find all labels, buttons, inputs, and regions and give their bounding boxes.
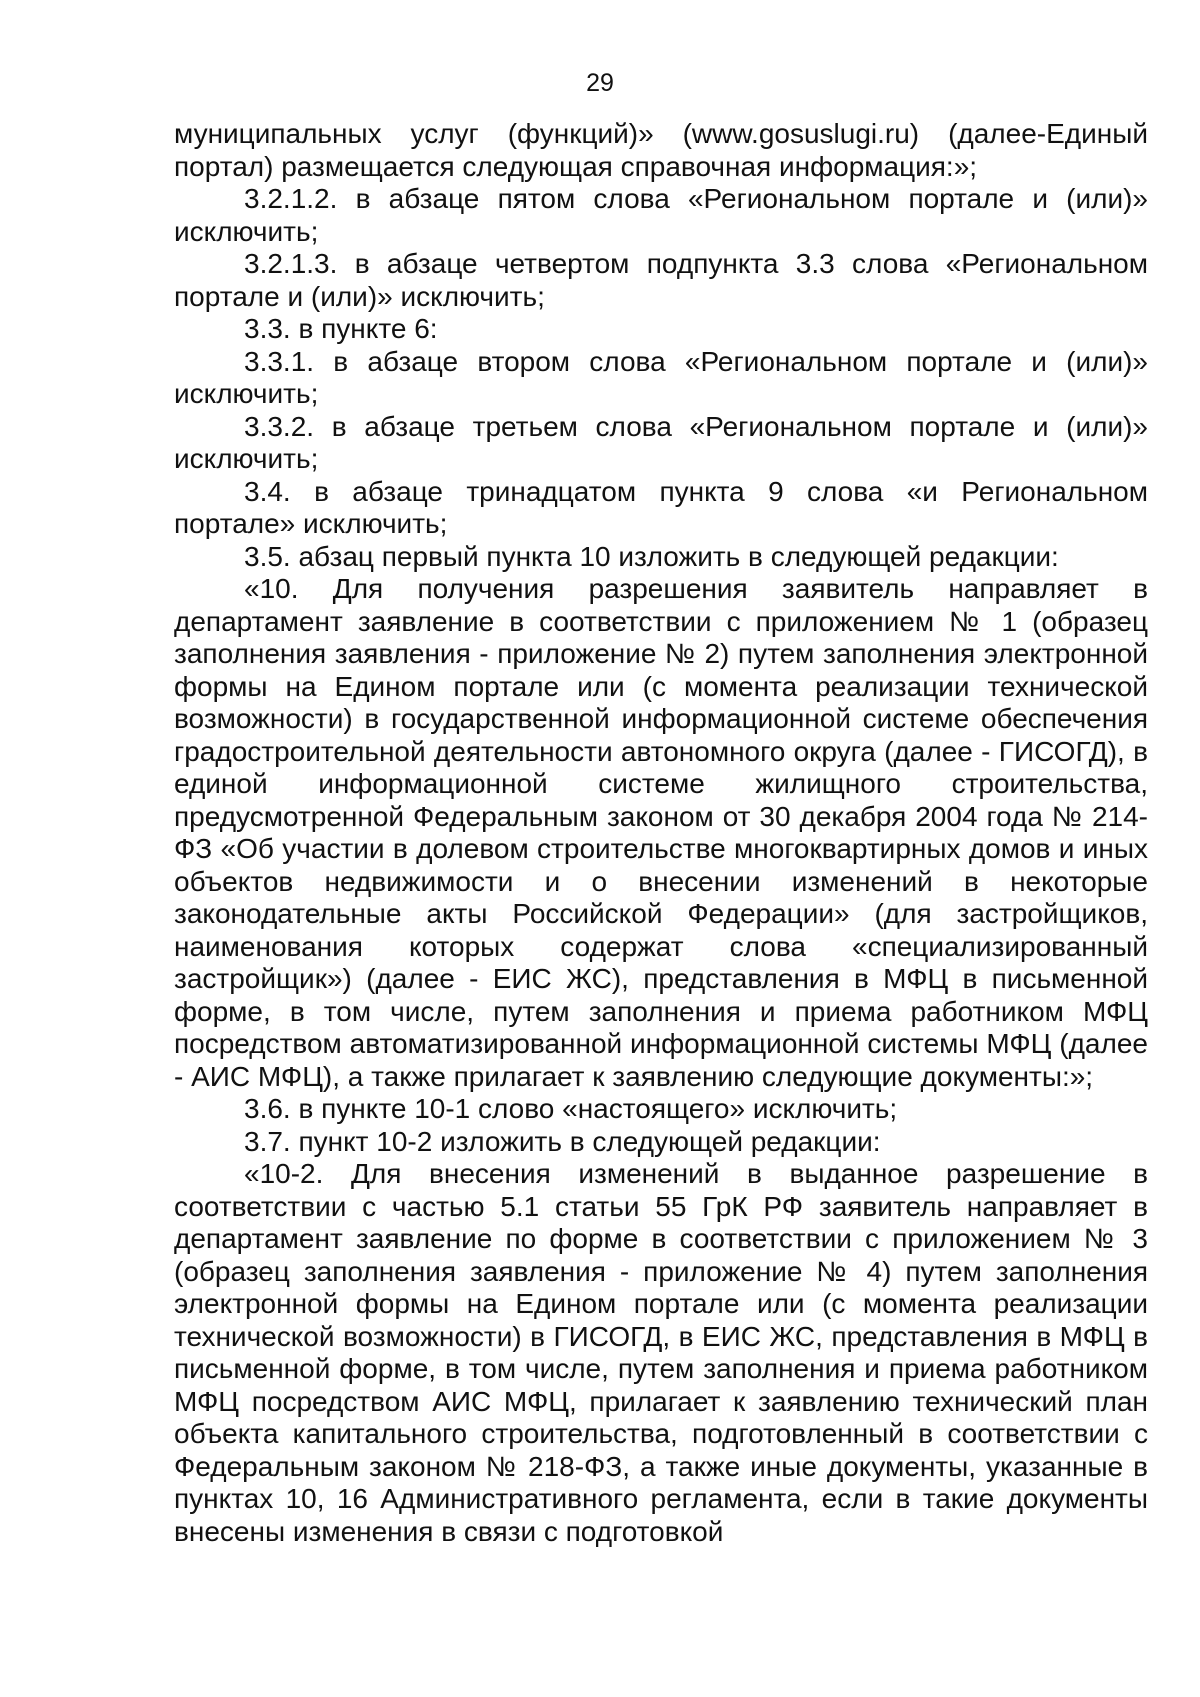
paragraph-3-3-2: 3.3.2. в абзаце третьем слова «Региональном портале и (или)» исключить; bbox=[174, 410, 1148, 474]
paragraph-3-6: 3.6. в пункте 10-1 слово «настоящего» исключить; bbox=[244, 1093, 898, 1124]
paragraph-3-2-1-3: 3.2.1.3. в абзаце четвертом подпункта 3.3 слова «Региональном портале и (или)» исключить; bbox=[174, 248, 1148, 312]
paragraph-continuation: муниципальных услуг (функций)» (www.gosuslugi.ru) (далее-Единый портал) размещается следующая справочная информация:»; bbox=[174, 118, 1148, 182]
paragraph-3-5: 3.5. абзац первый пункта 10 изложить в следующей редакции: bbox=[244, 540, 1059, 572]
paragraph-item-10: «10. Для получения разрешения заявитель направляет в департамент заявление в соответствии с приложением № 1 (образец заполнения заявления - приложение № 2) путем заполнения электронной формы на Едином портале или (с момента реализации технической возможности) в государственной информационной системе обеспечения градостроительной деятельности автономного округа (далее - ГИСОГД), в единой информационной системе жилищного строительства, предусмотренной Федеральным законом от 30 декабря 2004 года № 214-ФЗ «Об участии в долевом строительстве многоквартирных домов и иных объектов недвижимости и о внесении изменений в некоторые законодательные акты Российской Федерации» (для застройщиков, наименования которых содержат слова «специализированный застройщик») (далее - ЕИС ЖС), представления в МФЦ в письменной форме, в том числе, путем заполнения и приема работником МФЦ посредством автоматизированной информационной системы МФЦ (далее - АИС МФЦ), а также прилагает к заявлению следующие документы:»; bbox=[174, 573, 1148, 1092]
paragraph-3-3: 3.3. в пункте 6: bbox=[244, 313, 438, 344]
paragraph-item-10-2: «10-2. Для внесения изменений в выданное разрешение в соответствии с частью 5.1 статьи 55 ГрК РФ заявитель направляет в департамент заявление по форме в соответствии с приложением № 3 (образец заполнения заявления - приложение № 4) путем заполнения электронной формы на Едином портале или (с момента реализации технической возможности) в ГИСОГД, в ЕИС ЖС, представления в МФЦ в письменной форме, в том числе, путем заполнения и приема работником МФЦ посредством АИС МФЦ, прилагает к заявлению технический план объекта капитального строительства, подготовленный в соответствии с Федеральным законом № 218-ФЗ, а также иные документы, указанные в пунктах 10, 16 Административного регламента, если в такие документы внесены изменения в связи с подготовкой bbox=[174, 1158, 1148, 1547]
paragraph-3-4: 3.4. в абзаце тринадцатом пункта 9 слова «и Региональном портале» исключить; bbox=[174, 475, 1148, 539]
paragraph-3-7: 3.7. пункт 10-2 изложить в следующей редакции: bbox=[244, 1125, 881, 1157]
paragraph-3-2-1-2: 3.2.1.2. в абзаце пятом слова «Региональном портале и (или)» исключить; bbox=[174, 183, 1148, 247]
page-number: 29 bbox=[586, 69, 614, 97]
document-body bbox=[174, 118, 1148, 1548]
paragraph-3-3-1: 3.3.1. в абзаце втором слова «Региональном портале и (или)» исключить; bbox=[174, 345, 1148, 409]
